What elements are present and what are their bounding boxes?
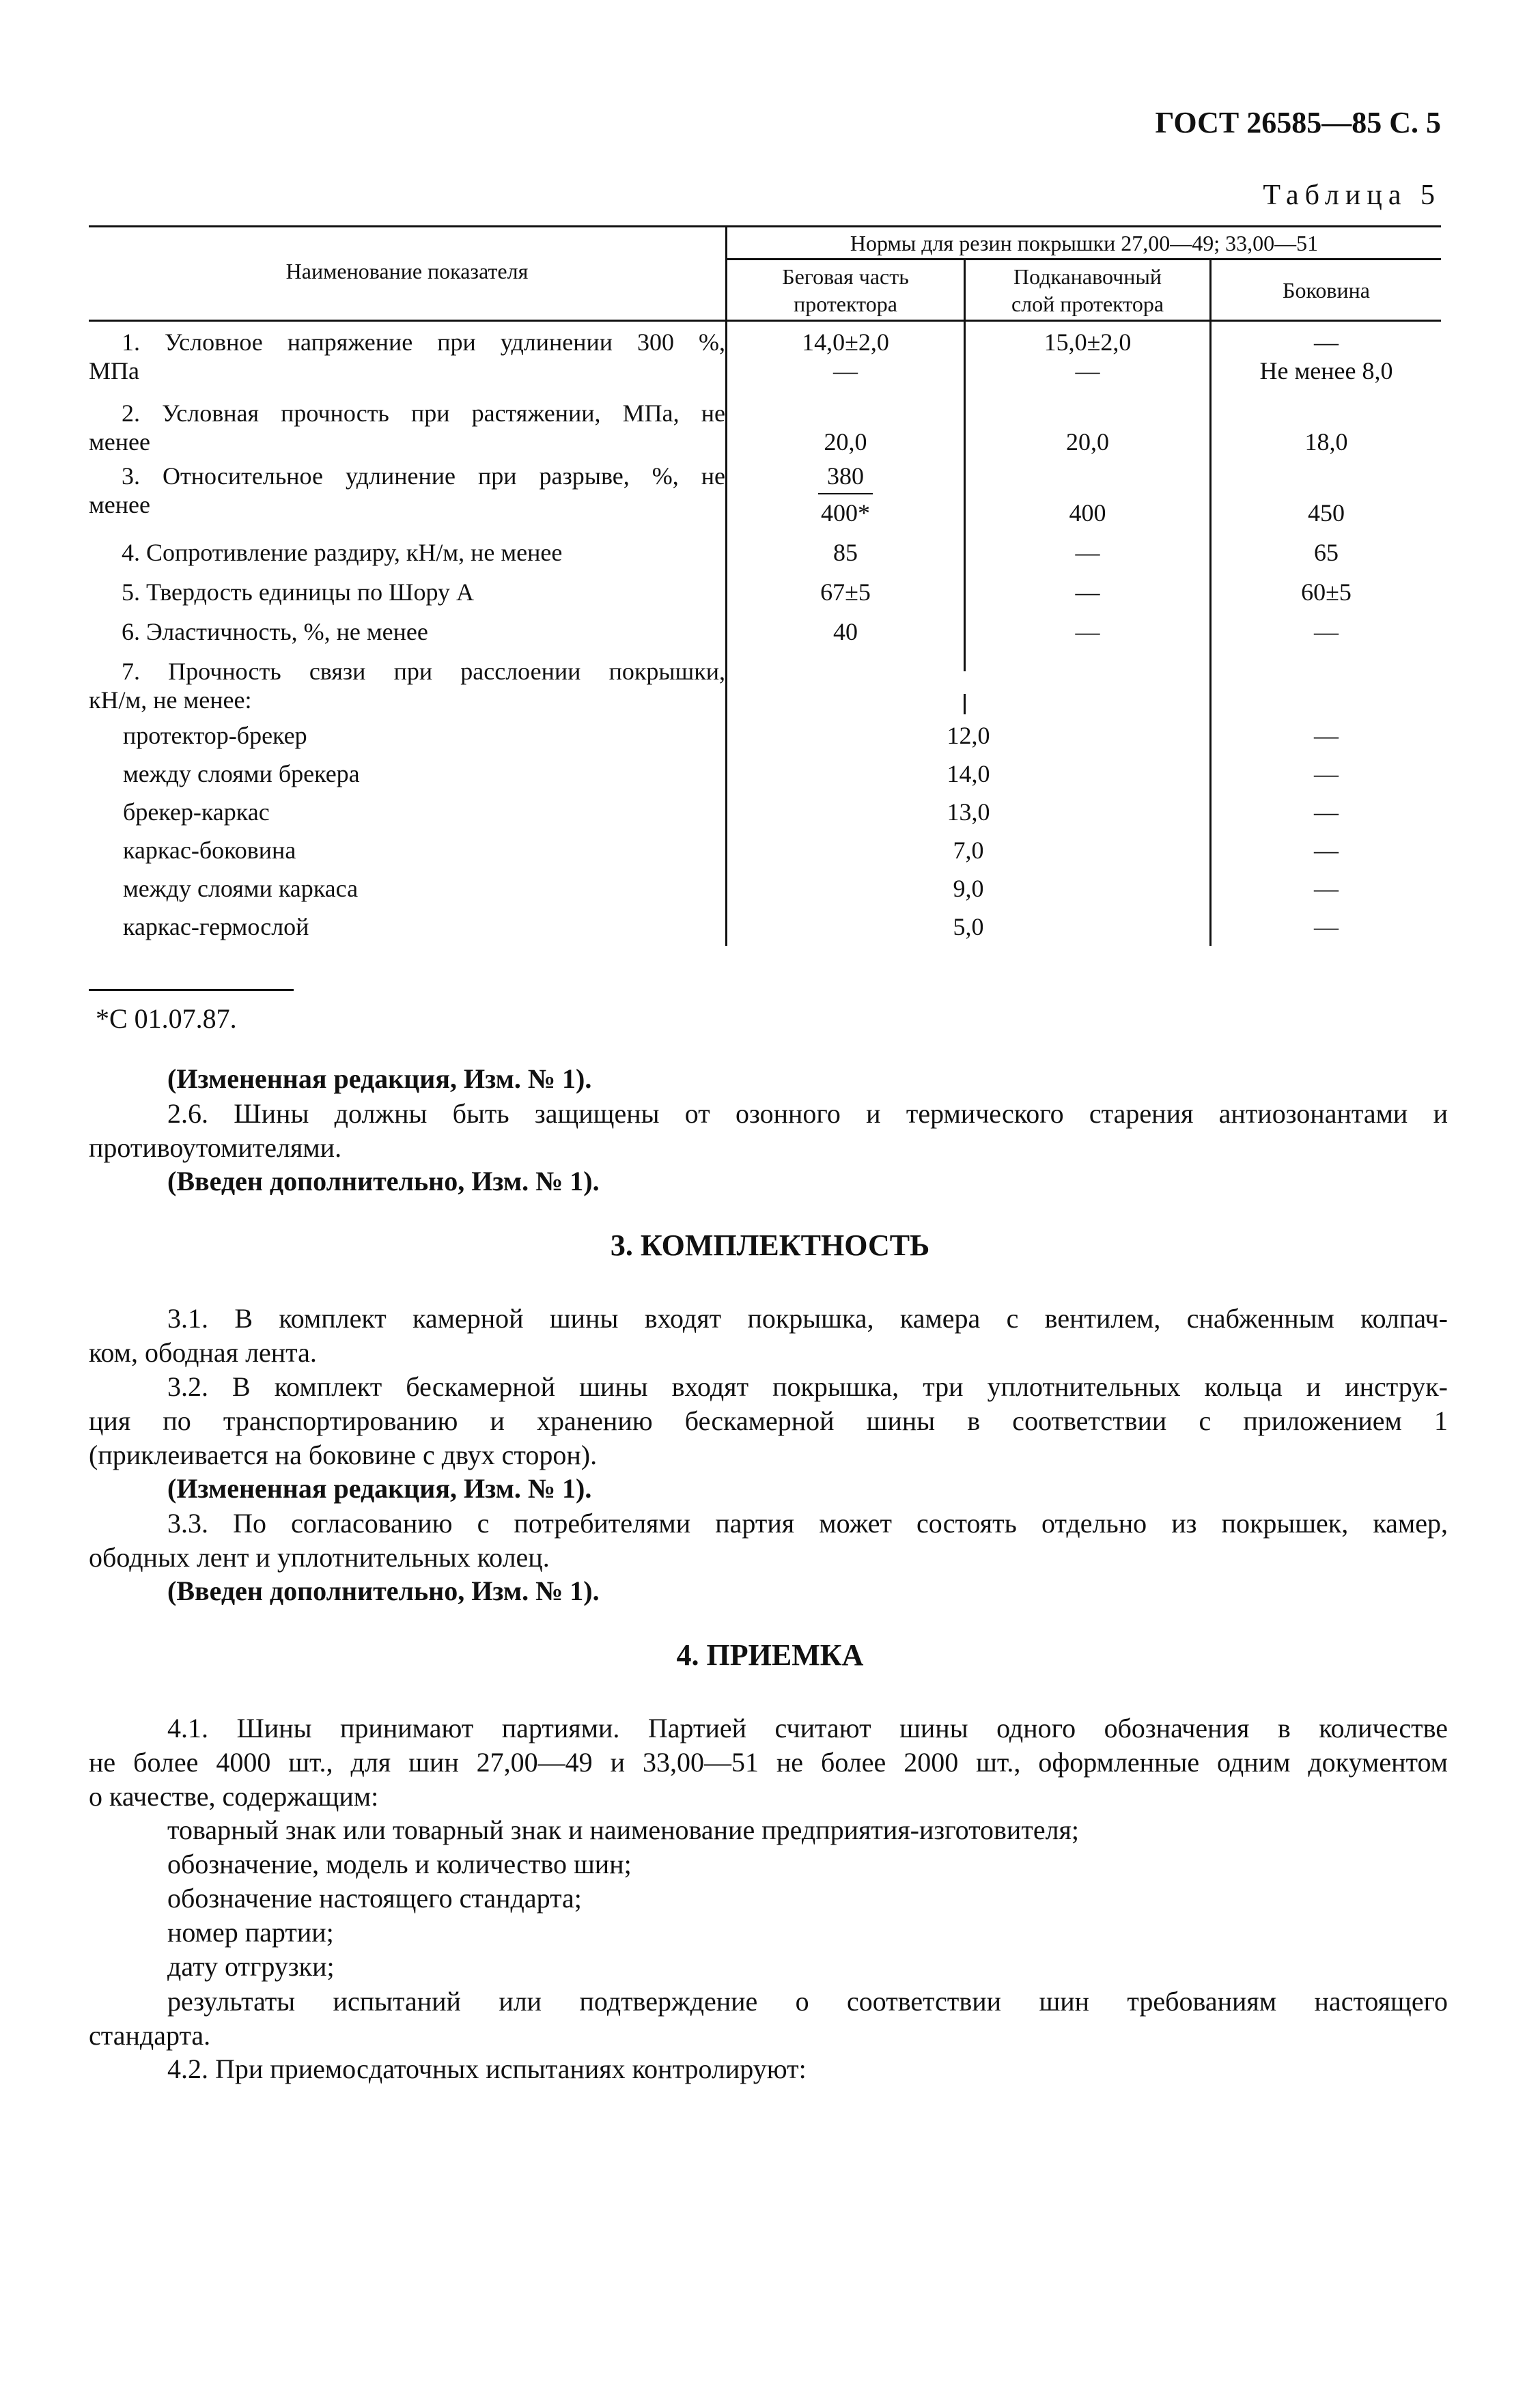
paragraph-4-1 bbox=[89, 1711, 1448, 1814]
amendment-note-2: (Измененная редакция, Изм. № 1). bbox=[167, 1473, 592, 1504]
added-note-1: (Введен дополнительно, Изм. № 1). bbox=[167, 1166, 600, 1196]
row-5-tread: 67±5 bbox=[820, 578, 871, 606]
properties-table bbox=[89, 225, 1441, 949]
sub-row-5-side: — bbox=[1314, 875, 1339, 902]
row-1-tread-2: — bbox=[833, 357, 858, 384]
row-1-subtread-1: 15,0±2,0 bbox=[1044, 328, 1132, 356]
section-heading-3: 3. КОМПЛЕКТНОСТЬ bbox=[610, 1229, 930, 1262]
amendment-note-1: (Измененная редакция, Изм. № 1). bbox=[167, 1063, 592, 1094]
footnote-rule bbox=[89, 989, 294, 991]
column-header-tread-2: протектора bbox=[794, 292, 897, 316]
sub-row-1-side: — bbox=[1314, 722, 1339, 749]
table-row-4: 4. Сопротивление раздиру, кН/м, не менее bbox=[122, 539, 563, 566]
row-1-side-1: — bbox=[1314, 328, 1339, 356]
sub-row-3-name: брекер-каркас bbox=[123, 798, 270, 826]
row-3-tread-top: 380 bbox=[827, 462, 864, 490]
sub-row-4-value: 7,0 bbox=[953, 837, 984, 864]
row-4-side: 65 bbox=[1314, 539, 1339, 566]
paragraph-4-1-line-2: не более 4000 шт., для шин 27,00—49 и 33,00—51 не более 2000 шт., оформленные одним документом bbox=[89, 1747, 1448, 1778]
results-paragraph bbox=[89, 1985, 1448, 2053]
table-header-bottom-rule bbox=[89, 320, 1441, 322]
row-3-name-line-1: 3. Относительное удлинение при разрыве, %, не bbox=[122, 462, 725, 490]
sub-row-3-value: 13,0 bbox=[947, 798, 990, 826]
row-6-tread: 40 bbox=[833, 618, 858, 645]
table-row-6: 6. Эластичность, %, не менее bbox=[122, 618, 428, 645]
paragraph-4-1-line-3: о качестве, содержащим: bbox=[89, 1781, 379, 1812]
table-row-3 bbox=[89, 462, 725, 519]
footnote: *С 01.07.87. bbox=[96, 1003, 237, 1034]
column-header-name: Наименование показателя bbox=[285, 259, 529, 283]
row-3-subtread: 400 bbox=[1069, 499, 1106, 527]
norms-header-rule bbox=[725, 258, 1441, 260]
column-header-side: Боковина bbox=[1283, 278, 1370, 303]
row-1-subtread-2: — bbox=[1075, 357, 1100, 384]
row-4-subtread: — bbox=[1075, 539, 1100, 566]
paragraph-3-2-line-1: 3.2. В комплект бескамерной шины входят покрышка, три уплотнительных кольца и инструк- bbox=[167, 1371, 1448, 1402]
sub-row-2-side: — bbox=[1314, 760, 1339, 787]
row-5-side: 60±5 bbox=[1301, 578, 1352, 606]
sub-row-5-name: между слоями каркаса bbox=[123, 875, 359, 902]
paragraph-3-1-line-2: ком, ободная лента. bbox=[89, 1337, 317, 1368]
sub-row-6-name: каркас-гермослой bbox=[123, 913, 309, 940]
sub-row-4-name: каркас-боковина bbox=[123, 837, 296, 864]
row-1-name-line-1: 1. Условное напряжение при удлинении 300 %, bbox=[122, 328, 725, 356]
sub-row-6-value: 5,0 bbox=[953, 913, 984, 940]
paragraph-3-1-line-1: 3.1. В комплект камерной шины входят покрышка, камера с вентилем, снабженным колпач- bbox=[167, 1303, 1448, 1334]
paragraph-2-6-line-2: противоутомителями. bbox=[89, 1132, 342, 1163]
paragraph-3-2-line-2: ция по транспортированию и хранению бескамерной шины в соответствии с приложением 1 bbox=[89, 1405, 1448, 1436]
list-item-1: товарный знак или товарный знак и наименование предприятия-изготовителя; bbox=[167, 1814, 1080, 1845]
sub-row-2-name: между слоями брекера bbox=[123, 760, 360, 787]
table-row-5: 5. Твердость единицы по Шору А bbox=[122, 578, 475, 606]
list-item-3: обозначение настоящего стандарта; bbox=[167, 1883, 582, 1914]
added-note-2: (Введен дополнительно, Изм. № 1). bbox=[167, 1575, 600, 1606]
sub-row-3-side: — bbox=[1314, 798, 1339, 826]
sub-row-1-value: 12,0 bbox=[947, 722, 990, 749]
paragraph-2-6-line-1: 2.6. Шины должны быть защищены от озонного и термического старения антиозонантами и bbox=[167, 1098, 1448, 1129]
sub-row-6-side: — bbox=[1314, 913, 1339, 940]
table-caption: Таблица 5 bbox=[1263, 180, 1441, 211]
table-row-1 bbox=[89, 328, 725, 385]
table-top-rule bbox=[89, 225, 1441, 227]
row-4-tread: 85 bbox=[833, 539, 858, 566]
paragraph-3-2 bbox=[89, 1370, 1448, 1472]
paragraph-3-3-line-2: ободных лент и уплотнительных колец. bbox=[89, 1542, 550, 1573]
paragraph-3-3-line-1: 3.3. По согласованию с потребителями партия может состоять отдельно из покрышек, камер, bbox=[167, 1508, 1448, 1539]
paragraph-4-2: 4.2. При приемосдаточных испытаниях контролируют: bbox=[167, 2054, 807, 2084]
column-header-norms: Нормы для резин покрышки 27,00—49; 33,00—51 bbox=[850, 231, 1319, 255]
row-7-name-line-2: кН/м, не менее: bbox=[89, 686, 252, 714]
row-3-tread-bottom: 400* bbox=[821, 499, 870, 527]
row-3-name-line-2: менее bbox=[89, 491, 150, 518]
row-1-side-2: Не менее 8,0 bbox=[1259, 357, 1393, 384]
paragraph-3-1 bbox=[89, 1302, 1448, 1370]
paragraph-3-2-line-3: (приклеивается на боковине с двух сторон). bbox=[89, 1440, 598, 1470]
column-header-tread-1: Беговая часть bbox=[782, 264, 909, 289]
table-row-7 bbox=[89, 657, 725, 714]
list-item-4: номер партии; bbox=[167, 1917, 334, 1948]
column-header-subtread-2: слой протектора bbox=[1011, 292, 1164, 316]
row-1-name-line-2: МПа bbox=[89, 357, 139, 384]
page-header: ГОСТ 26585—85 С. 5 bbox=[1155, 106, 1441, 139]
sub-row-2-value: 14,0 bbox=[947, 760, 990, 787]
results-line-2: стандарта. bbox=[89, 2020, 211, 2051]
list-item-5: дату отгрузки; bbox=[167, 1951, 335, 1982]
row-2-side: 18,0 bbox=[1304, 428, 1348, 456]
row-2-subtread: 20,0 bbox=[1066, 428, 1109, 456]
column-header-subtread-1: Подканавочный bbox=[1013, 264, 1162, 289]
row-2-name-line-2: менее bbox=[89, 428, 150, 456]
row-5-subtread: — bbox=[1075, 578, 1100, 606]
list-item-2: обозначение, модель и количество шин; bbox=[167, 1849, 632, 1879]
results-line-1: результаты испытаний или подтверждение о соответствии шин требованиям настоящего bbox=[167, 1986, 1448, 2017]
paragraph-2-6 bbox=[89, 1097, 1448, 1165]
row-6-subtread: — bbox=[1075, 618, 1100, 645]
column-divider-2 bbox=[964, 258, 966, 671]
row-2-name-line-1: 2. Условная прочность при растяжении, МПа, не bbox=[122, 400, 725, 427]
row-3-tread-separator bbox=[818, 493, 873, 494]
sub-row-5-value: 9,0 bbox=[953, 875, 984, 902]
row-3-side: 450 bbox=[1308, 499, 1345, 527]
row-6-side: — bbox=[1314, 618, 1339, 645]
row-7-name-line-1: 7. Прочность связи при расслоении покрышки, bbox=[122, 658, 725, 685]
paragraph-3-3 bbox=[89, 1507, 1448, 1575]
sub-row-4-side: — bbox=[1314, 837, 1339, 864]
row-1-tread-1: 14,0±2,0 bbox=[802, 328, 889, 356]
table-row-2 bbox=[89, 399, 725, 456]
paragraph-4-1-line-1: 4.1. Шины принимают партиями. Партией считают шины одного обозначения в количестве bbox=[167, 1713, 1448, 1743]
section-heading-4: 4. ПРИЕМКА bbox=[676, 1638, 864, 1672]
row-2-tread: 20,0 bbox=[824, 428, 867, 456]
column-divider-2-lower bbox=[964, 694, 966, 714]
sub-row-1-name: протектор-брекер bbox=[123, 722, 307, 749]
